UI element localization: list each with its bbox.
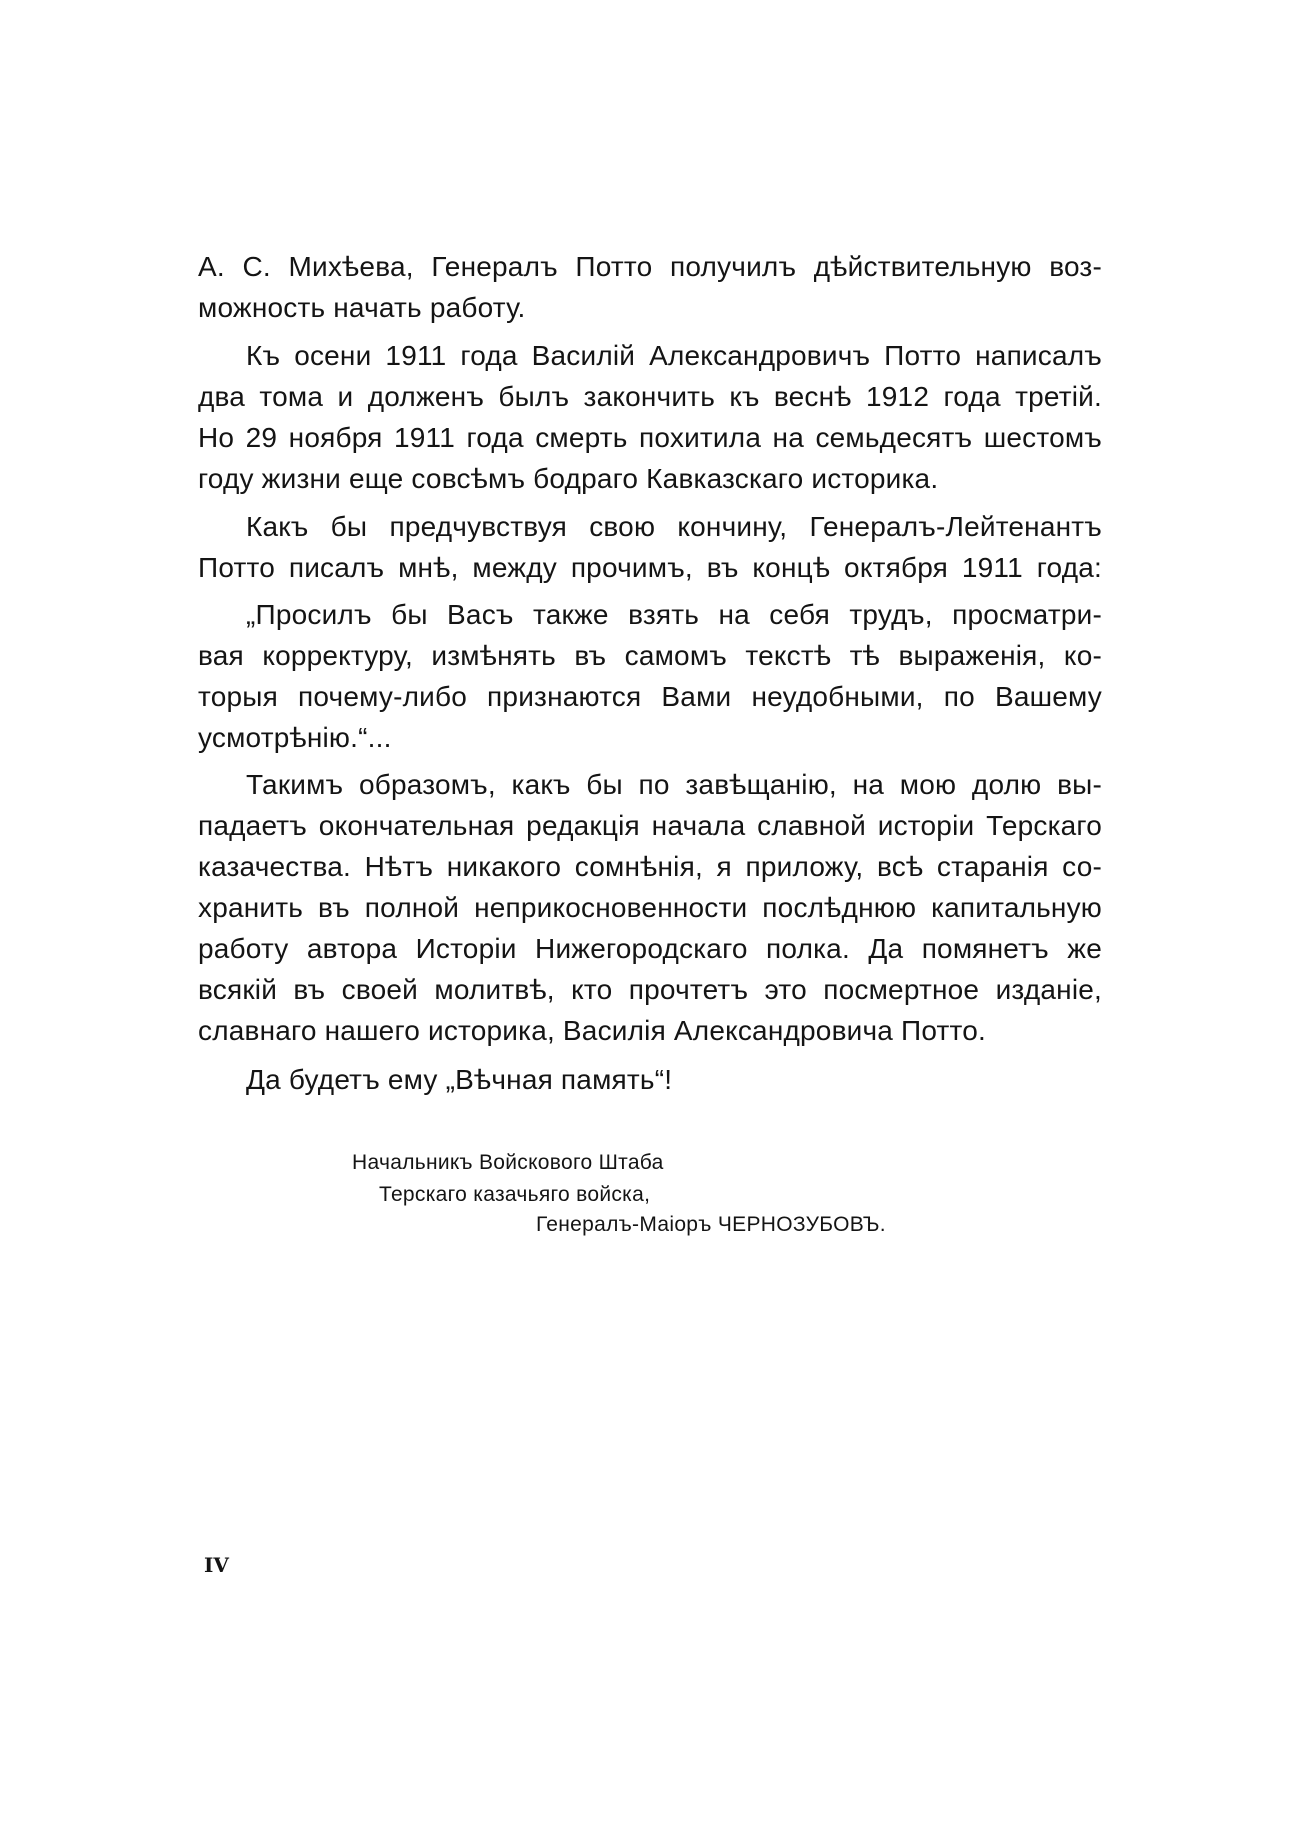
text-line: можность начать работу. bbox=[198, 292, 526, 323]
quote-line: торыя почему-либо признаются Вами неудобными, по Вашему bbox=[198, 681, 1102, 712]
text-line: падаетъ окончательная редакція начала славной исторіи Терскаго bbox=[198, 810, 1102, 841]
text-line: работу автора Исторіи Нижегородскаго полка. Да помянетъ же bbox=[198, 933, 1102, 964]
signature-name: Генералъ-Маіоръ ЧЕРНОЗУБОВЪ. bbox=[536, 1213, 886, 1236]
quote-line: усмотрѣнію.“... bbox=[198, 722, 392, 753]
quote-line: „Просилъ бы Васъ также взять на себя трудъ, просматри- bbox=[246, 599, 1102, 630]
text-line: Къ осени 1911 года Василій Александровичъ Потто написалъ bbox=[246, 340, 1102, 371]
text-line: Какъ бы предчувствуя свою кончину, Генералъ-Лейтенантъ bbox=[246, 511, 1102, 542]
text-line: году жизни еще совсѣмъ бодраго Кавказскаго историка. bbox=[198, 463, 939, 494]
text-line: А. С. Михѣева, Генералъ Потто получилъ дѣйствительную воз- bbox=[198, 251, 1102, 282]
text-line: Потто писалъ мнѣ, между прочимъ, въ концѣ октября 1911 года: bbox=[198, 552, 1102, 583]
quote-line: вая корректуру, измѣнять въ самомъ текстѣ тѣ выраженія, ко- bbox=[198, 640, 1102, 671]
text-line: хранить въ полной неприкосновенности послѣднюю капитальную bbox=[198, 892, 1102, 923]
text-line: Такимъ образомъ, какъ бы по завѣщанію, на мою долю вы- bbox=[246, 769, 1102, 800]
signature-title: Начальникъ Войскового Штаба bbox=[352, 1151, 664, 1174]
text-line: славнаго нашего историка, Василія Александровича Потто. bbox=[198, 1015, 986, 1046]
text-line: Но 29 ноября 1911 года смерть похитила на семьдесятъ шестомъ bbox=[198, 422, 1102, 453]
page-number: IV bbox=[204, 1553, 229, 1577]
text-line: казачества. Нѣтъ никакого сомнѣнія, я приложу, всѣ старанія со- bbox=[198, 851, 1102, 882]
signature-unit: Терскаго казачьяго войска, bbox=[379, 1183, 651, 1206]
text-line: два тома и долженъ былъ закончить къ веснѣ 1912 года третій. bbox=[198, 381, 1102, 412]
closing-line: Да будетъ ему „Вѣчная память“! bbox=[246, 1064, 673, 1095]
text-line: всякій въ своей молитвѣ, кто прочтетъ это посмертное изданіе, bbox=[198, 974, 1102, 1005]
